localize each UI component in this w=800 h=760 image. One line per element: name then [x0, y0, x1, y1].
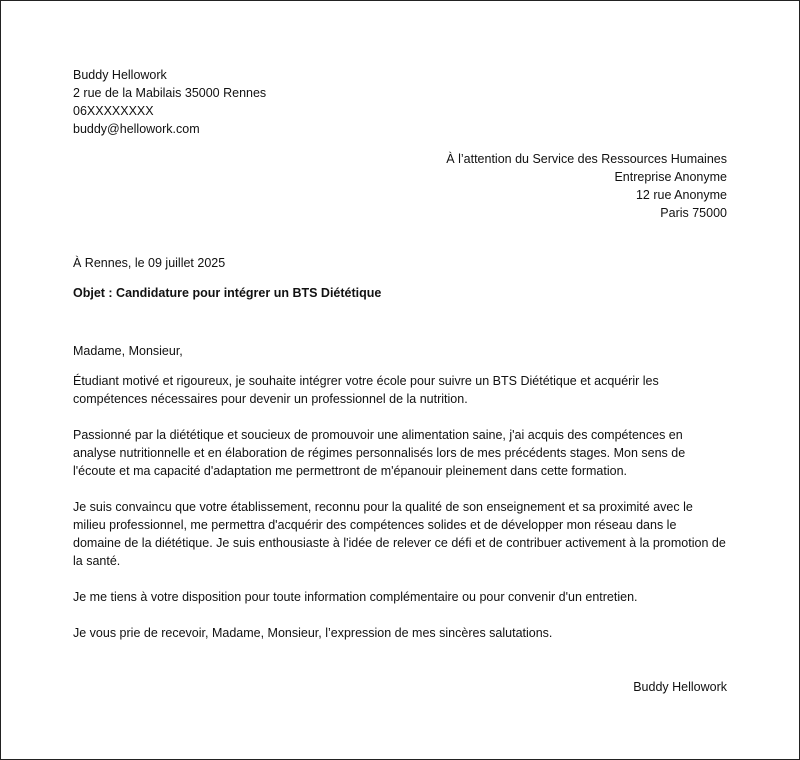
recipient-attention: À l’attention du Service des Ressources Humaines [446, 152, 727, 166]
signature: Buddy Hellowork [633, 680, 727, 694]
recipient-block [73, 150, 727, 222]
sender-email: buddy@hellowork.com [73, 122, 200, 136]
body-paragraph-1: Étudiant motivé et rigoureux, je souhaite intégrer votre école pour suivre un BTS Diététique et acquérir les compétences nécessaires pour devenir un professionnel de la nutrition. [73, 374, 659, 406]
letter-content [73, 66, 727, 696]
body-paragraph-3: Je suis convaincu que votre établissement, reconnu pour la qualité de son enseignement et sa proximité avec le milieu professionnel, me permettra d'acquérir des compétences solides et de développer mon réseau dans le domaine de la diététique. Je suis enthousiaste à l'idée de relever ce défi et de contribuer activement à la promotion de la santé. [73, 500, 726, 568]
salutation: Madame, Monsieur, [73, 344, 183, 358]
date-line: À Rennes, le 09 juillet 2025 [73, 256, 226, 270]
sender-phone: 06XXXXXXXX [73, 104, 154, 118]
sender-block [73, 66, 727, 138]
recipient-company: Entreprise Anonyme [614, 170, 727, 184]
subject-line: Objet : Candidature pour intégrer un BTS Diététique [73, 286, 382, 300]
body-paragraph-2: Passionné par la diététique et soucieux de promouvoir une alimentation saine, j'ai acquis des compétences en analyse nutritionnelle et en élaboration de régimes personnalisés lors de mes précédents stages. Mon sens de l'écoute et ma capacité d'adaptation me permettront de m'épanouir pleinement dans cette formation. [73, 428, 686, 478]
sender-name: Buddy Hellowork [73, 68, 167, 82]
recipient-city: Paris 75000 [660, 206, 727, 220]
sender-address: 2 rue de la Mabilais 35000 Rennes [73, 86, 267, 100]
closing-paragraph: Je vous prie de recevoir, Madame, Monsieur, l’expression de mes sincères salutations. [73, 626, 553, 640]
body-paragraph-4: Je me tiens à votre disposition pour toute information complémentaire ou pour convenir d'un entretien. [73, 590, 638, 604]
recipient-street: 12 rue Anonyme [635, 188, 727, 202]
